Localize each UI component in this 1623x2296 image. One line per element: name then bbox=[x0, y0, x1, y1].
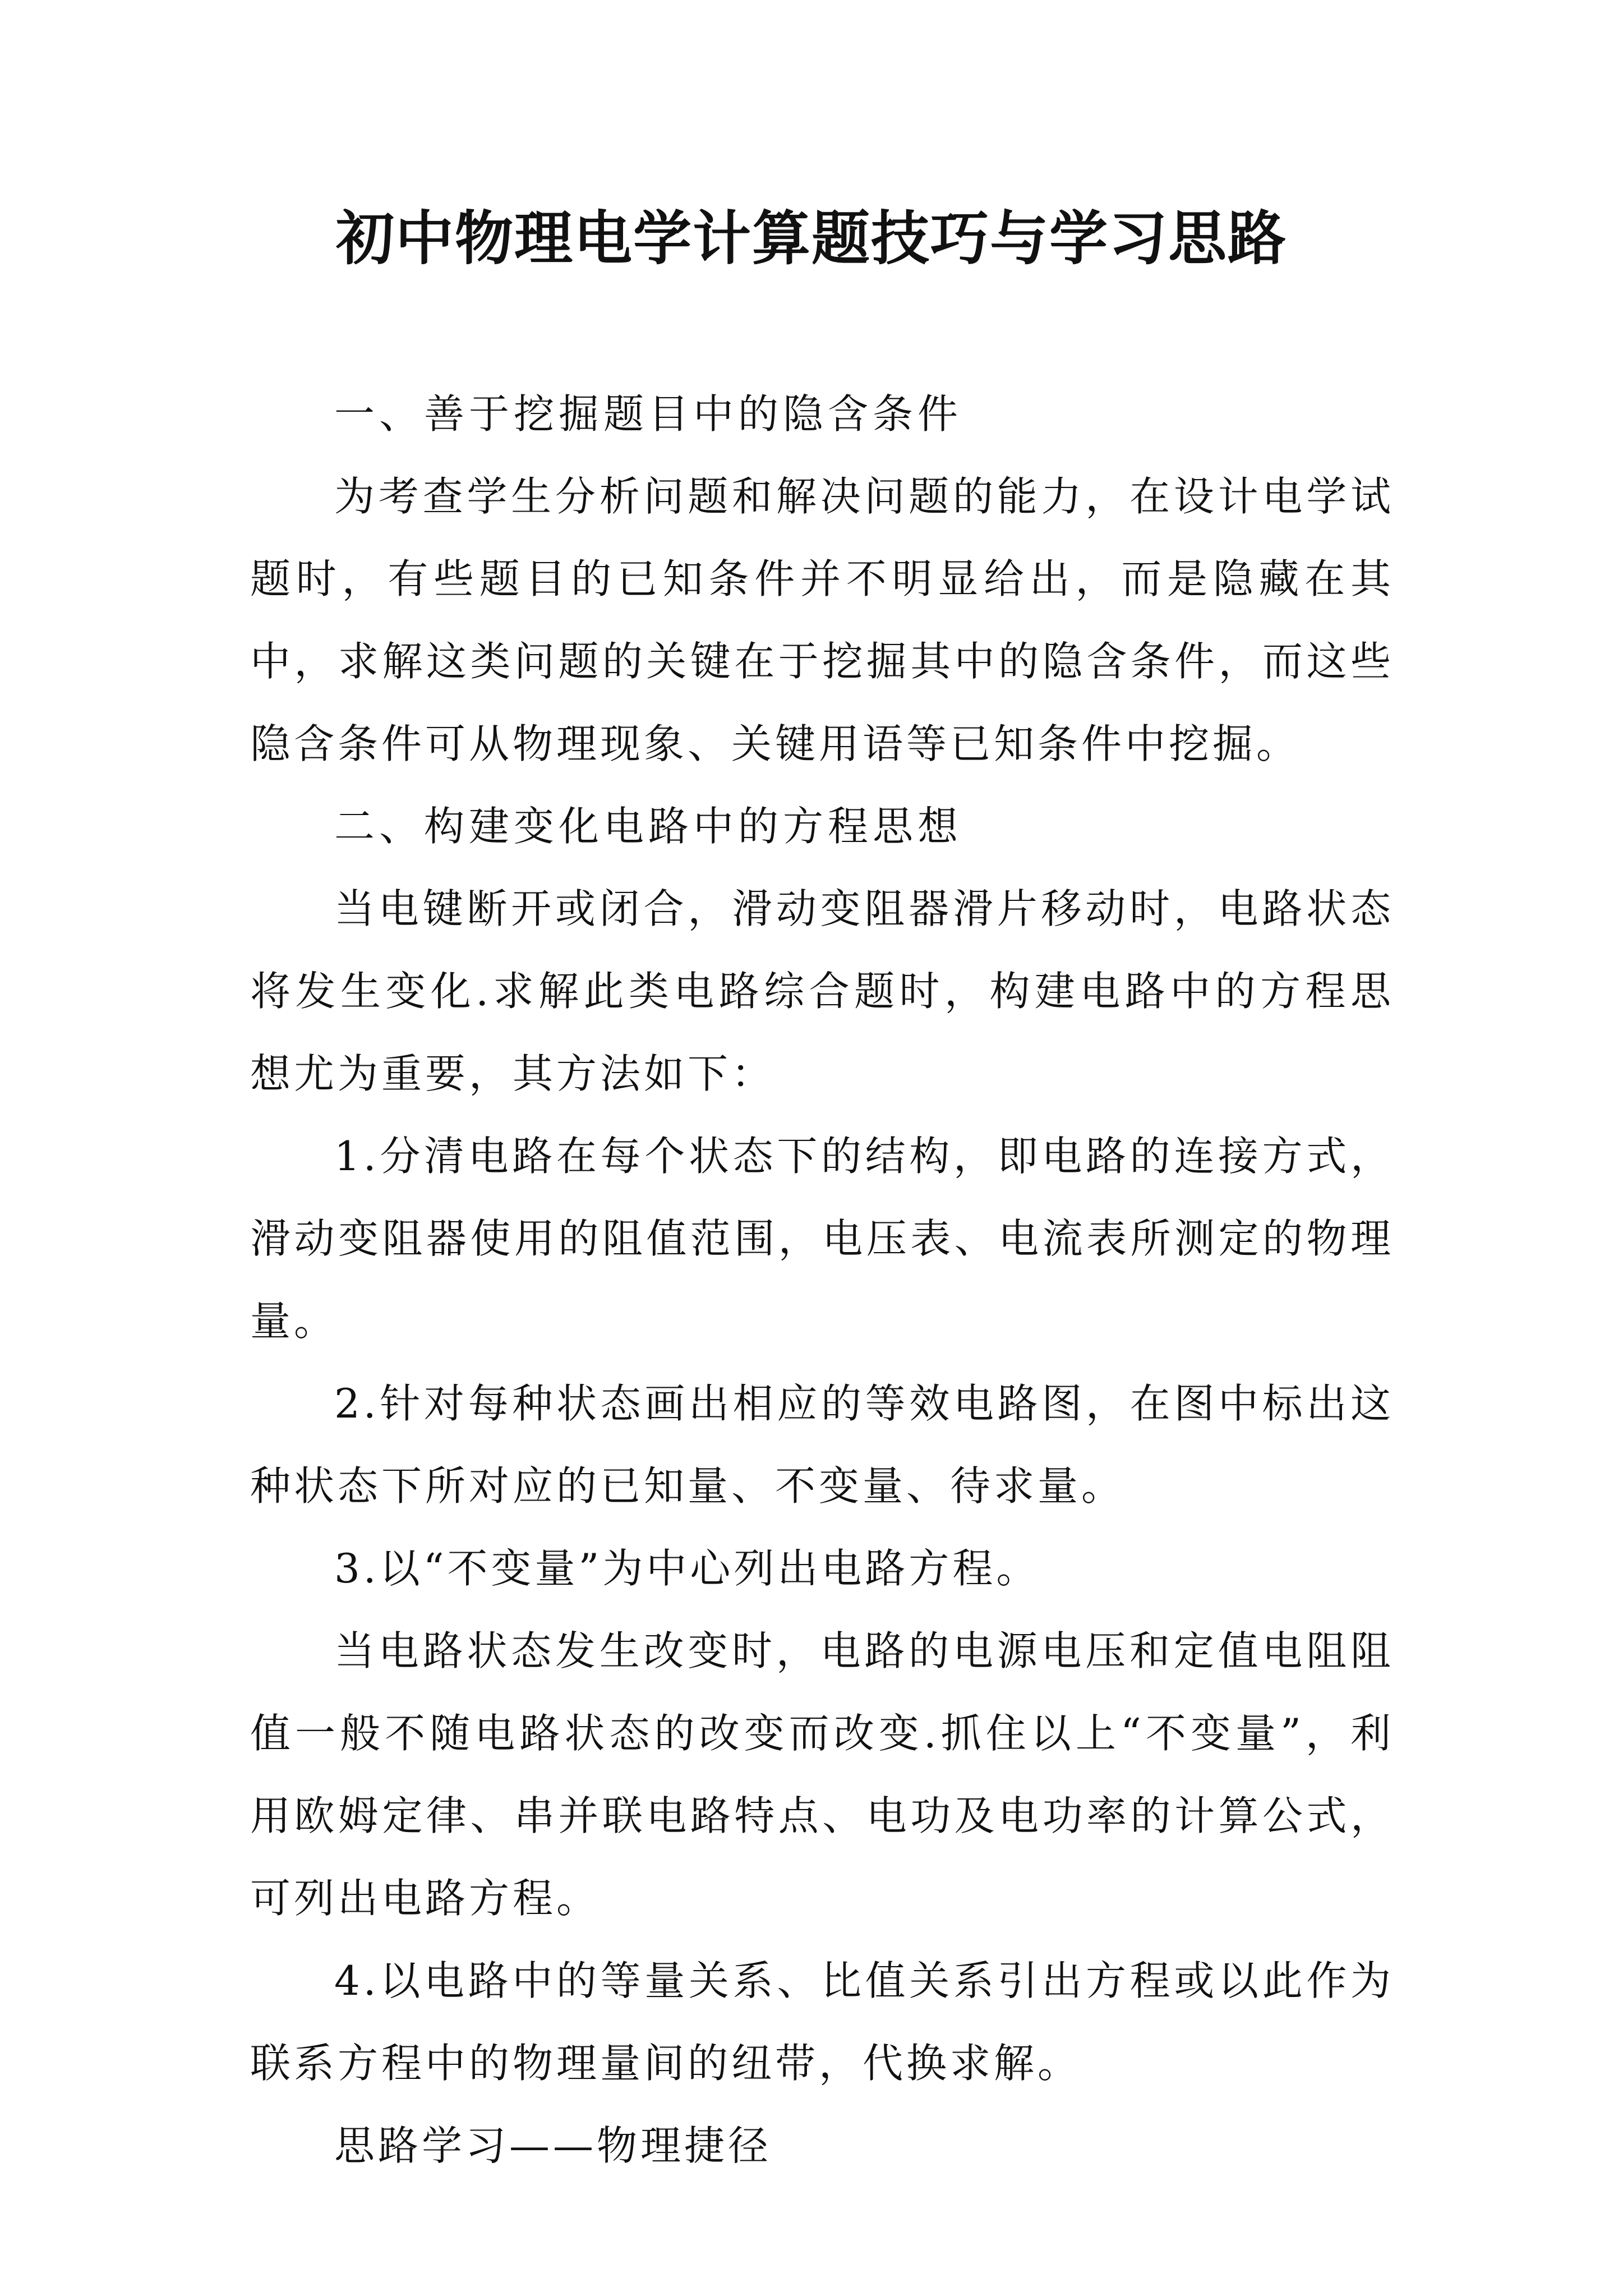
paragraph-invariants: 当电路状态发生改变时，电路的电源电压和定值电阻阻值一般不随电路状态的改变而改变.抓住以上“不变量”，利用欧姆定律、串并联电路特点、电功及电功率的计算公式，可列出电路方程。 bbox=[250, 1627, 1394, 1922]
section-heading-1: 一、善于挖掘题目中的隐含条件 bbox=[334, 390, 963, 438]
list-item-2: 2.针对每种状态画出相应的等效电路图，在图中标出这种状态下所对应的已知量、不变量、待求量。 bbox=[250, 1380, 1394, 1510]
list-item-3: 3.以“不变量”为中心列出电路方程。 bbox=[334, 1545, 1040, 1592]
paragraph-hidden-conditions: 为考查学生分析问题和解决问题的能力，在设计电学试题时，有些题目的已知条件并不明显给出，而是隐藏在其中，求解这类问题的关键在于挖掘其中的隐含条件，而这些隐含条件可从物理现象、关键用语等已知条件中挖掘。 bbox=[250, 473, 1394, 767]
section-heading-2: 二、构建变化电路中的方程思想 bbox=[334, 803, 963, 850]
document-body bbox=[250, 373, 1394, 2187]
list-item-1: 1.分清电路在每个状态下的结构，即电路的连接方式，滑动变阻器使用的阻值范围，电压表、电流表所测定的物理量。 bbox=[250, 1133, 1394, 1345]
closing-line: 思路学习——物理捷径 bbox=[334, 2122, 772, 2169]
document-title: 初中物理电学计算题技巧与学习思路 bbox=[335, 204, 1287, 273]
paragraph-circuit-change: 当电键断开或闭合，滑动变阻器滑片移动时，电路状态将发生变化.求解此类电路综合题时，构建电路中的方程思想尤为重要，其方法如下： bbox=[250, 885, 1394, 1097]
list-item-4: 4.以电路中的等量关系、比值关系引出方程或以此作为联系方程中的物理量间的纽带，代换求解。 bbox=[250, 1957, 1394, 2087]
